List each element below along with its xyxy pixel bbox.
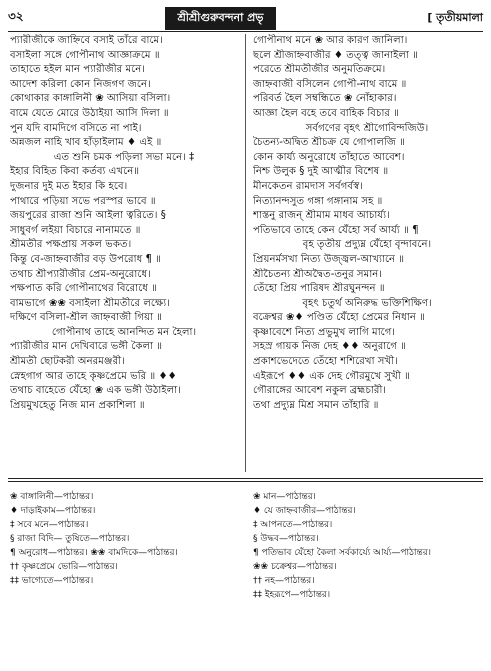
verse-line: স্নেহগাগ আর তাহে কৃষ্ণপ্রেমে ভরি ॥ ♦♦ bbox=[10, 370, 177, 382]
verse-line: গোপীনাথ তাহে আনন্দিত মন হৈলা। bbox=[51, 326, 197, 338]
page-header bbox=[8, 6, 483, 30]
footnote-rule bbox=[8, 478, 483, 479]
section-label: [ তৃতীয়মালা bbox=[427, 10, 483, 24]
page-number: ৩২ bbox=[8, 9, 24, 23]
verse-line: কৃষ্ণাবেশে নিত্য প্রভুমুখ লাগি মাগে। bbox=[253, 326, 396, 338]
column-divider bbox=[245, 34, 246, 472]
verse-line: আজ্ঞা হৈল বহে তবে বাহিক বিচার ॥ bbox=[253, 107, 400, 119]
verse-line: তথা প্রদ্যুম্ন মিশ্র সমান তাঁহারি ॥ bbox=[253, 399, 379, 411]
verse-line: প্রকাশভেদেতে তেঁহো শশিরেখা সখী। bbox=[253, 356, 398, 368]
verse-line: তথাচ বাহেতে যেঁহো ❀ এক ভঙ্গী উঠাইলা। bbox=[10, 385, 181, 397]
verse-line: ছলে শ্রীজাহ্নবাজীর ♦ তত্ত্ব জানাইলা ॥ bbox=[253, 49, 418, 61]
verse-line: বামে যেতে মোরে উঠাইয়া আসি দিলা ॥ bbox=[10, 107, 169, 119]
footnote-rule-inner bbox=[8, 481, 483, 482]
verse-line: সর্বগণের বৃহৎ শ্রীগোবিন্দজিউ। bbox=[305, 122, 429, 134]
verse-line: চৈতন্য-অদ্বিত শ্রীচক্র যে গোপালজি ॥ bbox=[253, 137, 405, 149]
footnote: ‡‡ ইহরূপে—পাঠান্তর। bbox=[253, 590, 331, 600]
footnote: § উদ্ধব—পাঠান্তর। bbox=[253, 534, 319, 544]
verse-line: গৌরাঙ্গের আবেশ নকুল ব্রহ্মচারী। bbox=[253, 385, 387, 397]
verse-line: বক্রেশ্বর ❀♦ পণ্ডিত যেঁহো প্রেমের নিধান ॥ bbox=[253, 312, 425, 324]
verse-line: নিত্যানন্দসুত গঙ্গা গঙ্গানাম সহ ॥ bbox=[253, 195, 383, 207]
verse-line: জয়পুরের রাজা শুনি আইলা ত্বরিতে। § bbox=[10, 210, 166, 222]
verse-line: পতিভাবে তাহে কেন যেঁহো সর্ব আর্য্য ॥ ¶ bbox=[253, 224, 419, 236]
verse-line: দক্ষিণে বসিলা-শ্রীল জাহ্নবাজী গিয়া ॥ bbox=[10, 312, 163, 324]
verse-line: সাধুবর্গ লইয়া বিচারে নানামতে ॥ bbox=[10, 224, 141, 236]
right-verse-column bbox=[253, 34, 481, 413]
verse-line: শ্রীমতী ছোটকরী অনরমঞ্জরী। bbox=[10, 356, 125, 368]
verse-line: নিশ্চ উলুক § দুই আত্মীর বিশেষ ॥ bbox=[253, 166, 389, 178]
verse-line: এত শুনি চমক পড়িলা সভা মনে। ‡ bbox=[53, 151, 195, 163]
footnote: ‡ সবে মনে—পাঠান্তর। bbox=[10, 520, 89, 530]
footnote: ¶ অনুরোধ—পাঠান্তর। ❀❀ বামদিকে—পাঠান্তর। bbox=[10, 548, 178, 558]
verse-line: দুজনার দুই মত ইহার কি হবে। bbox=[10, 180, 128, 192]
footnote: ♦ যে জাহ্নবাজীর—পাঠান্তর। bbox=[253, 506, 356, 516]
verse-line: আদেশ করিলা কোন নিজগণ জনে। bbox=[10, 78, 151, 90]
left-footnotes bbox=[10, 490, 238, 588]
verse-line: বামভাগে ❀❀ বসাইলা শ্রীমতীরে লক্ষ্যে। bbox=[10, 297, 170, 309]
verse-line: বৃহ তৃতীয় প্রদ্যুম্ন যেঁহো বৃন্দাবনে। bbox=[302, 239, 432, 251]
verse-line: অন্নজল নাহি খাব হাঁড়াইলাম ♦ এই ॥ bbox=[10, 137, 162, 149]
footnote: ‡‡ ভাগ্যেতে—পাঠান্তর। bbox=[10, 576, 94, 586]
verse-line: শ্রীচৈতন্য শ্রীঅদ্বৈত-তনুর সমান। bbox=[253, 268, 382, 280]
footnote: ❀ বাঙ্গালিনী—পাঠান্তর। bbox=[10, 492, 94, 502]
verse-line: গোপীনাথ মনে ❀ আর কারণ জানিলা। bbox=[253, 35, 408, 46]
verse-line: ইহার বিহিত কিবা কর্তব্য এখনে॥ bbox=[10, 166, 140, 178]
verse-line: বসাইলা সঙ্গে গোপীনাথ আজ্ঞাক্রমে ॥ bbox=[10, 49, 160, 61]
verse-line: প্যারীজীর মান দেখিবারে ভঙ্গী কৈলা ॥ bbox=[10, 341, 163, 353]
verse-line: জাহ্নবাজী বসিলেন গোপী-নাথ বামে ॥ bbox=[253, 78, 407, 90]
running-title bbox=[48, 7, 393, 30]
verse-line: সহস্র গায়ক নিজ দেহ ♦♦ অনুরাগে ॥ bbox=[253, 341, 407, 353]
verse-line: পুন যদি বামদিগে বসিতে না পাই। bbox=[10, 122, 142, 134]
running-title-text: শ্রীশ্রীগুরুবন্দনা প্রভৃ bbox=[165, 7, 275, 30]
verse-line: মীনকেতন রামদাস সর্বগর্বস্ব। bbox=[253, 180, 363, 192]
left-verse-column bbox=[10, 34, 238, 413]
verse-line: কিন্তু বে-জাহ্নবাজীর বড় উপরোধ ¶ ॥ bbox=[10, 253, 162, 265]
verse-line: প্যারীজীকে জাহ্নিবে বসাই তাঁরে বামে। bbox=[10, 35, 163, 46]
verse-line: তথাচ শ্রীপ্যারীজীর প্রেম-অনুরোধে। bbox=[10, 268, 151, 280]
verse-line: কোথাকার কাঙ্গালিনী ❀ আসিয়া বসিলা। bbox=[10, 93, 171, 105]
verse-line: এইরূপে ♦♦ এক দেহ গৌরমুখে সুখী ॥ bbox=[253, 370, 410, 382]
verse-line: কোন কার্য্য অনুরোধে তাঁহাতে আবেশ। bbox=[253, 151, 405, 163]
footnote: †† কৃষ্ণপ্রেমে ভোরি—পাঠান্তর। bbox=[10, 562, 118, 572]
verse-line: পরেতে শ্রীমতীজীর অনুমতিক্রমে। bbox=[253, 64, 386, 76]
verse-line: পাথারে পড়িয়া সভে পরস্পর ভাবে ॥ bbox=[10, 195, 156, 207]
footnote: ¶ পতিভাব যেঁহো কৈলা সর্বকার্য্যে আর্য্য—পাঠান্তর। bbox=[253, 548, 431, 558]
header-rule bbox=[8, 31, 483, 32]
verse-line: প্রিয়নর্মসখা নিত্য উজ্জ্বল-আখ্যানে ॥ bbox=[253, 253, 405, 265]
verse-line: পরিবর্ত হৈল সম্বন্ধিতে ❀ নোঁহাকার। bbox=[253, 93, 397, 105]
footnote: ♦ দাড়াইকাম—পাঠান্তর। bbox=[10, 506, 96, 516]
verse-line: পক্ষপাত করি গোপীনাথের বিরোধে ॥ bbox=[10, 283, 158, 295]
verse-line: তেঁহো প্রিয় পারিষদ শ্রীরঘুনন্দন ॥ bbox=[253, 283, 385, 295]
footnote: †† নহ—পাঠান্তর। bbox=[253, 576, 315, 586]
verse-line: বৃহৎ চতুর্থ অনিরুদ্ধ ভক্তিশিক্ষিণ। bbox=[302, 297, 432, 309]
verse-line: শাস্তনু রাজন্ শ্রীমাম মাধব আচার্য্য। bbox=[253, 210, 390, 222]
footnote: ‡ আপনতে—পাঠান্তর। bbox=[253, 520, 333, 530]
verse-line: প্রিয়মুখহেতু নিজ মান প্রকাশিলা ॥ bbox=[10, 399, 145, 411]
footnote: ❀❀ চক্রেশ্বর—পাঠান্তর। bbox=[253, 562, 337, 572]
right-footnotes bbox=[253, 490, 481, 602]
footnote: § রাজা বিদি— তুষিতে—পাঠান্তর। bbox=[10, 534, 130, 544]
verse-line: তাহাতে হইল মান প্যারীজীর মনে। bbox=[10, 64, 145, 76]
footnote: ❀ মান—পাঠান্তর। bbox=[253, 492, 316, 502]
verse-line: শ্রীমতীর পক্ষপ্রায় সকল ভকত। bbox=[10, 239, 132, 251]
